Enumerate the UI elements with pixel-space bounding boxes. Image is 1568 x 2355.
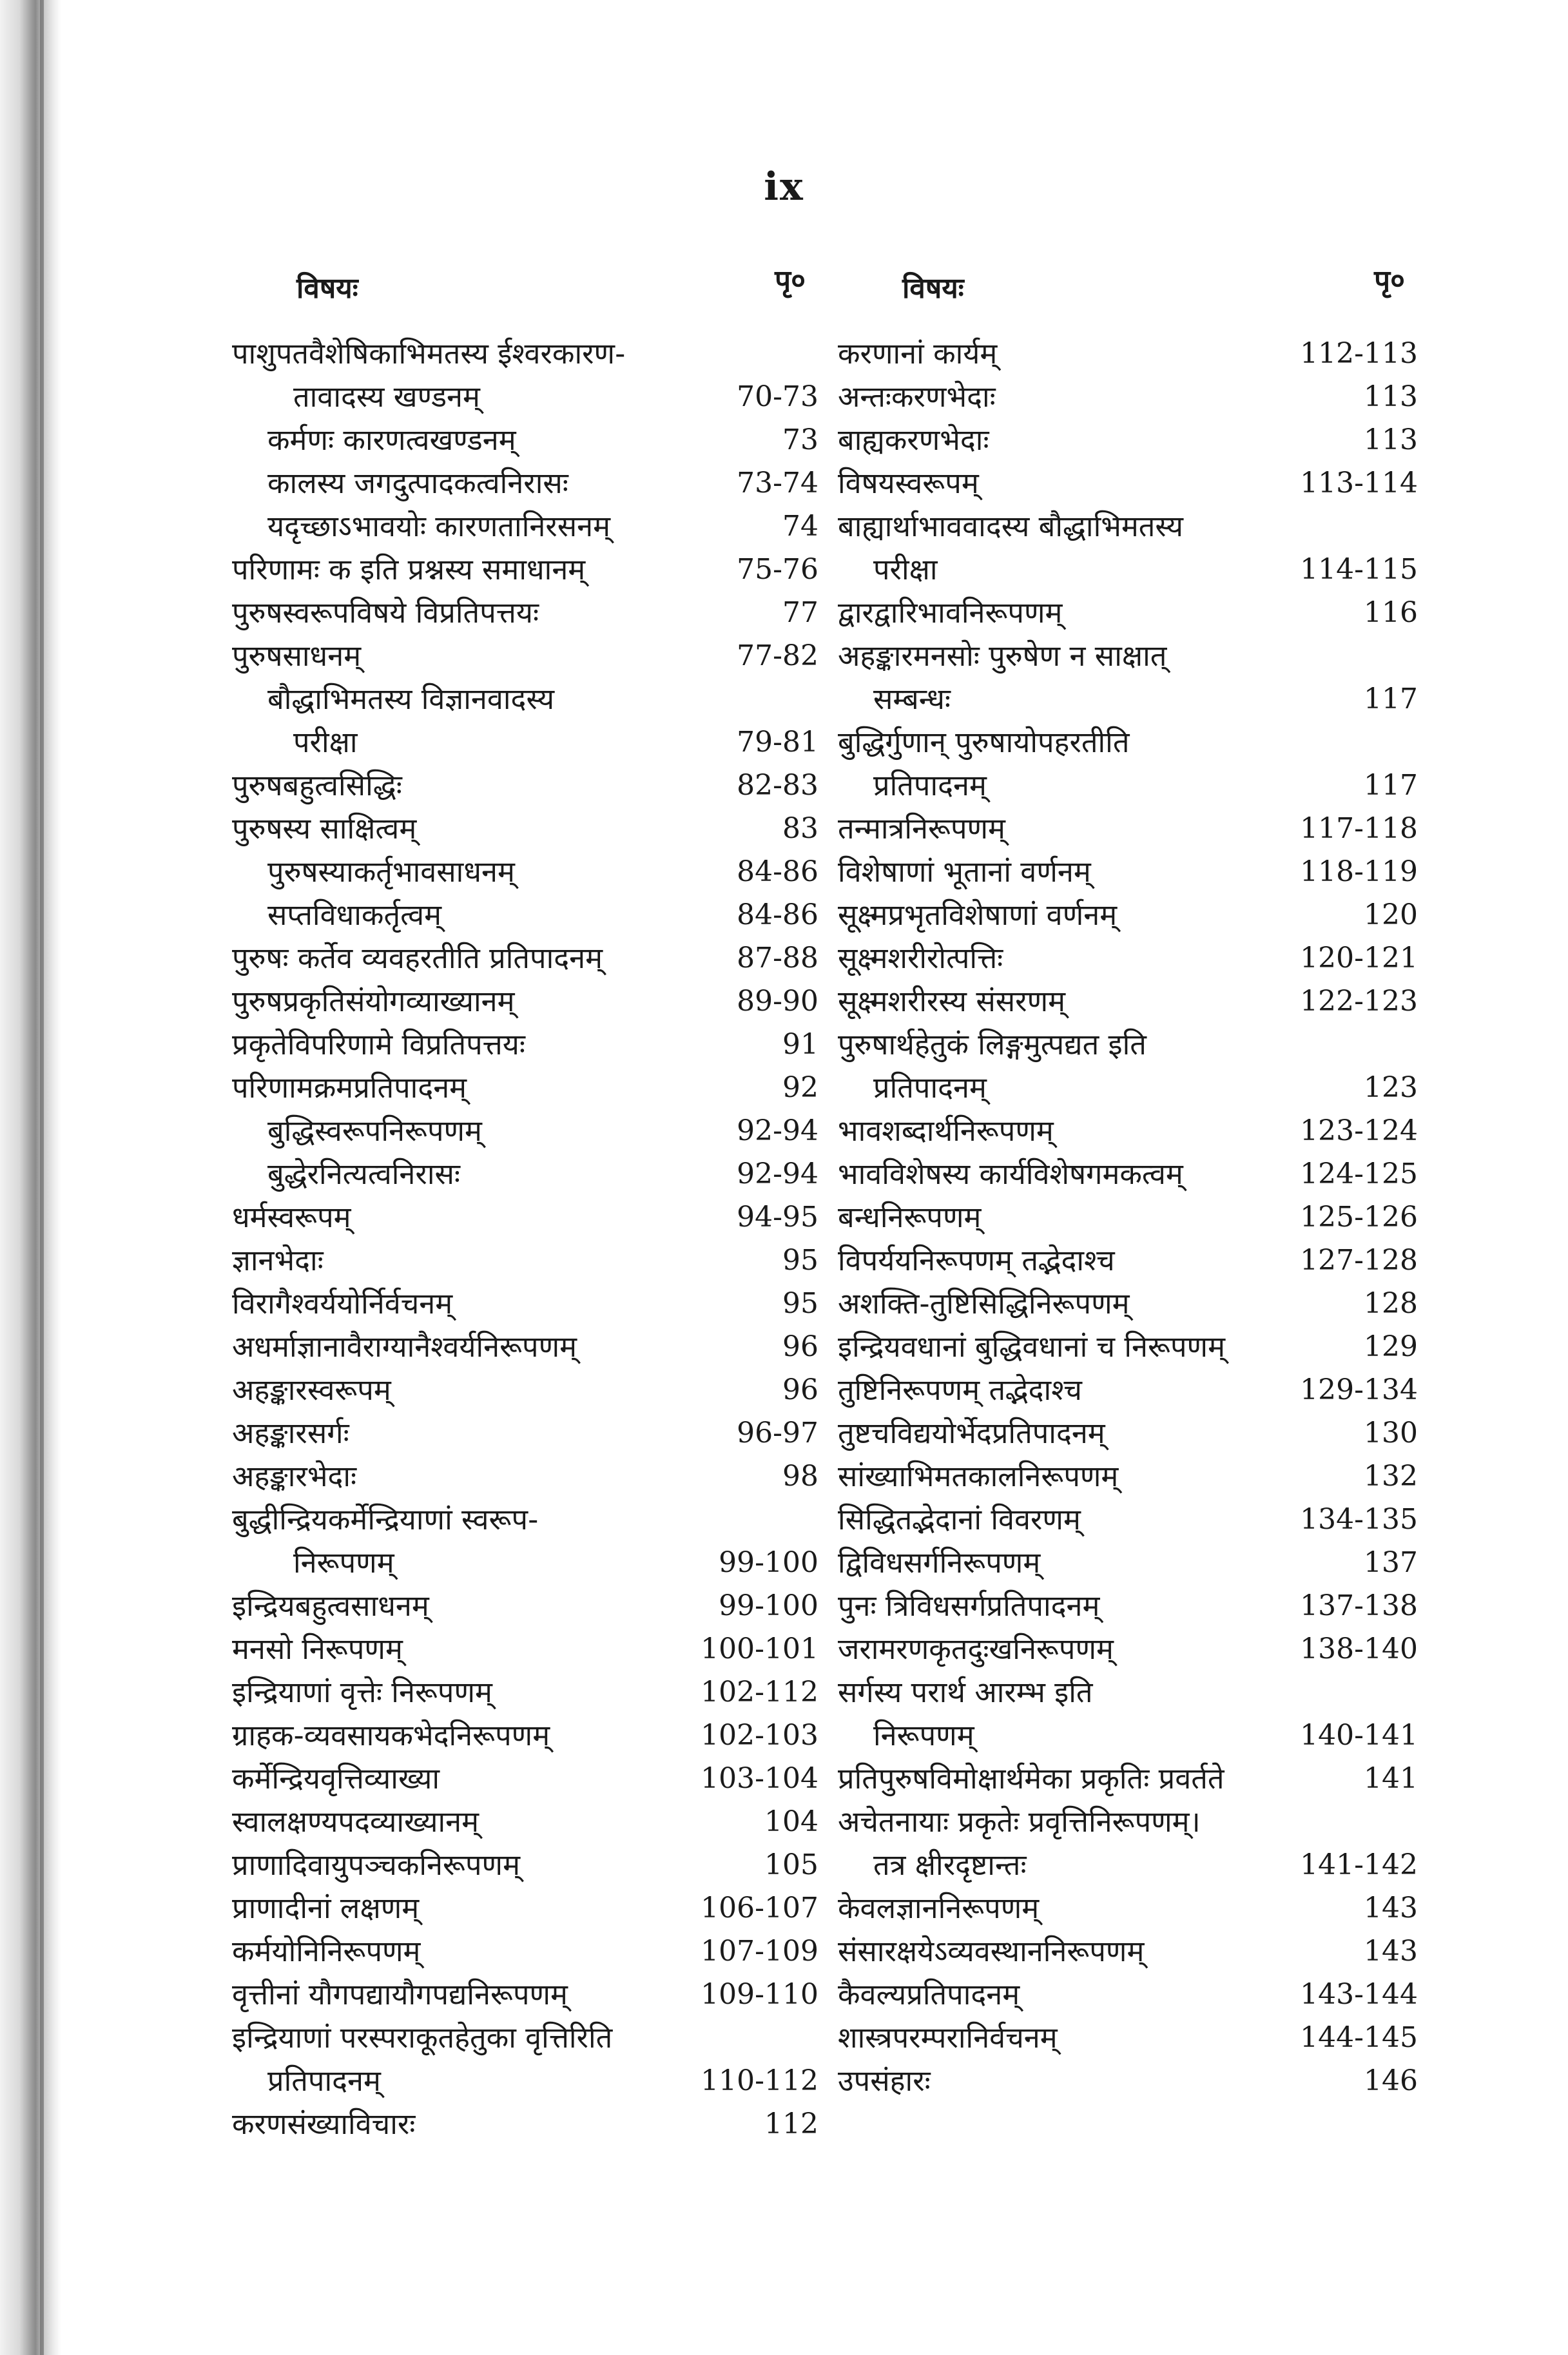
toc-entry-title: विशेषाणां भूतानां वर्णनम् <box>838 855 1091 889</box>
toc-entry <box>838 1196 1418 1239</box>
toc-entry <box>232 1325 818 1368</box>
toc-entry <box>838 1973 1418 2016</box>
toc-entry-title: ग्राहक-व्यवसायकभेदनिरूपणम् <box>232 1718 550 1752</box>
toc-entry-page: 79-81 <box>737 726 818 759</box>
toc-entry-title: अचेतनायाः प्रकृतेः प्रवृत्तिनिरूपणम्। <box>838 1805 1201 1839</box>
toc-entry <box>232 980 818 1023</box>
toc-entry <box>838 1714 1418 1757</box>
toc-entry-page: 120-121 <box>1300 942 1418 974</box>
toc-entry-page: 143 <box>1364 1935 1418 1968</box>
toc-entry-page: 143 <box>1364 1892 1418 1924</box>
toc-entry <box>838 764 1418 807</box>
toc-entry-page: 83 <box>782 812 818 845</box>
toc-entry <box>838 850 1418 893</box>
toc-entry-page: 87-88 <box>737 942 818 974</box>
toc-right-column <box>838 255 1418 2102</box>
toc-entry-page: 70-73 <box>737 380 818 413</box>
toc-entry-page: 113 <box>1364 380 1418 413</box>
toc-entry <box>232 1196 818 1239</box>
toc-entry-title: द्वारद्वारिभावनिरूपणम् <box>838 596 1063 630</box>
toc-entry-title: शास्त्रपरम्परानिर्वचनम् <box>838 2021 1058 2055</box>
toc-entry-page: 107-109 <box>701 1935 818 1968</box>
toc-entry-title: केवलज्ञाननिरूपणम् <box>838 1891 1040 1925</box>
toc-entry-title: कालस्य जगदुत्पादकत्वनिरासः <box>267 466 568 500</box>
toc-entry-title: धर्मस्वरूपम् <box>232 1200 351 1234</box>
toc-entry-title: निरूपणम् <box>293 1546 394 1580</box>
toc-entry <box>838 1282 1418 1325</box>
toc-entry-page: 73-74 <box>737 467 818 499</box>
toc-entry-page: 112 <box>764 2108 818 2140</box>
toc-entry-title: प्राणादिवायुपञ्चकनिरूपणम् <box>232 1848 520 1882</box>
toc-entry-page: 130 <box>1364 1417 1418 1449</box>
toc-entry <box>232 1671 818 1714</box>
toc-entry-title: सर्गस्य परार्थ आरम्भ इति <box>838 1675 1093 1709</box>
toc-entry-page: 94-95 <box>737 1201 818 1234</box>
toc-entry-title: पुरुषस्वरूपविषये विप्रतिपत्तयः <box>232 596 539 630</box>
toc-entry-page: 104 <box>764 1805 818 1838</box>
toc-entry <box>838 1757 1418 1800</box>
toc-entry-page: 122-123 <box>1300 985 1418 1018</box>
toc-entry-title: प्रतिपादनम् <box>873 768 987 802</box>
toc-entry-title: बाह्यार्थाभाववादस्य बौद्धाभिमतस्य <box>838 509 1184 543</box>
toc-entry <box>838 1498 1418 1541</box>
toc-entry-page: 141-142 <box>1300 1848 1418 1881</box>
toc-entry-page: 123-124 <box>1300 1114 1418 1147</box>
toc-entry-title: मनसो निरूपणम् <box>232 1632 403 1666</box>
toc-entry-page: 134-135 <box>1300 1503 1418 1536</box>
toc-entry-title: अन्तःकरणभेदाः <box>838 380 996 414</box>
toc-entry <box>232 1239 818 1282</box>
toc-entry-title: जरामरणकृतदुःखनिरूपणम् <box>838 1632 1114 1666</box>
toc-entry-page: 100-101 <box>701 1633 818 1665</box>
toc-entry <box>838 548 1418 591</box>
toc-entry <box>232 1800 818 1843</box>
toc-entry-page: 84-86 <box>737 898 818 931</box>
toc-entry <box>232 461 818 505</box>
toc-entry <box>232 677 818 721</box>
toc-entry-title: सांख्याभिमतकालनिरूपणम् <box>838 1459 1119 1493</box>
right-subject-heading: विषयः <box>902 272 964 305</box>
page-number: ix <box>764 164 804 209</box>
toc-entry-title: भावशब्दार्थनिरूपणम् <box>838 1114 1054 1148</box>
toc-entry-title: प्रकृतेविपरिणामे विप्रतिपत्तयः <box>232 1027 525 1061</box>
toc-entry-title: इन्द्रियाणां वृत्तेः निरूपणम् <box>232 1675 492 1709</box>
toc-entry-page: 124-125 <box>1300 1158 1418 1190</box>
toc-entry-page: 82-83 <box>737 769 818 802</box>
toc-entry-page: 92-94 <box>737 1158 818 1190</box>
toc-entry <box>838 634 1418 677</box>
toc-entry <box>232 1584 818 1627</box>
toc-entry-page: 102-103 <box>701 1719 818 1752</box>
toc-entry-page: 73 <box>782 423 818 456</box>
toc-entry <box>838 1066 1418 1109</box>
toc-entry-title: भावविशेषस्य कार्यविशेषगमकत्वम् <box>838 1157 1183 1191</box>
toc-entry-title: प्रतिपुरुषविमोक्षार्थमेका प्रकृतिः प्रवर्तते <box>838 1761 1224 1796</box>
toc-entry <box>232 936 818 980</box>
toc-entry-page: 141 <box>1364 1762 1418 1795</box>
toc-entry-page: 112-113 <box>1300 337 1418 370</box>
toc-entry <box>838 1325 1418 1368</box>
toc-entry-title: सप्तविधाकर्तृत्वम् <box>267 898 442 932</box>
book-binding-shadow <box>0 0 61 2355</box>
left-subject-heading: विषयः <box>296 272 358 305</box>
toc-entry <box>838 1930 1418 1973</box>
toc-entry-title: बुद्धिस्वरूपनिरूपणम् <box>267 1114 482 1148</box>
toc-entry-title: उपसंहारः <box>838 2064 931 2098</box>
toc-entry-title: तुष्टचविद्ययोर्भेदप्रतिपादनम् <box>838 1416 1105 1450</box>
toc-entry-page: 129 <box>1364 1330 1418 1363</box>
toc-entry <box>838 980 1418 1023</box>
toc-entry-page: 95 <box>782 1287 818 1320</box>
toc-entry <box>838 721 1418 764</box>
toc-entry-title: सम्बन्धः <box>873 682 951 716</box>
toc-entry-page: 125-126 <box>1300 1201 1418 1234</box>
toc-entry-page: 110-112 <box>701 2064 818 2097</box>
toc-entry <box>232 634 818 677</box>
toc-entry-title: तत्र क्षीरदृष्टान्तः <box>873 1848 1027 1882</box>
toc-entry-page: 98 <box>782 1460 818 1493</box>
toc-entry-page: 113-114 <box>1300 467 1418 499</box>
toc-entry-page: 118-119 <box>1300 855 1418 888</box>
toc-entry <box>838 2059 1418 2102</box>
toc-entry-page: 120 <box>1364 898 1418 931</box>
toc-entry <box>232 418 818 461</box>
toc-entry <box>232 2102 818 2146</box>
toc-entry <box>232 591 818 634</box>
toc-entry <box>232 1152 818 1196</box>
toc-entry <box>838 505 1418 548</box>
toc-entry-page: 91 <box>782 1028 818 1061</box>
toc-entry-page: 74 <box>782 510 818 543</box>
left-page-heading: पृ० <box>775 264 806 297</box>
toc-entry <box>838 1843 1418 1886</box>
toc-entry <box>838 1152 1418 1196</box>
toc-entry <box>838 807 1418 850</box>
toc-entry-page: 129-134 <box>1300 1373 1418 1406</box>
toc-entry-page: 77 <box>782 596 818 629</box>
toc-entry-page: 146 <box>1364 2064 1418 2097</box>
toc-entry <box>232 721 818 764</box>
toc-entry-title: प्राणादीनां लक्षणम् <box>232 1891 420 1925</box>
toc-entry <box>838 1109 1418 1152</box>
toc-entry-title: परिणामः क इति प्रश्नस्य समाधानम् <box>232 552 586 586</box>
toc-entry-title: परीक्षा <box>293 725 358 759</box>
toc-entry-title: बन्धनिरूपणम् <box>838 1200 982 1234</box>
toc-entry-title: पुरुषबहुत्वसिद्धिः <box>232 768 402 802</box>
toc-entry-title: प्रतिपादनम् <box>267 2064 381 2098</box>
toc-entry <box>838 418 1418 461</box>
toc-entry-title: विपर्ययनिरूपणम् तद्भेदाश्च <box>838 1243 1115 1277</box>
toc-entry-title: विषयस्वरूपम् <box>838 466 979 500</box>
toc-entry-title: अशक्ति-तुष्टिसिद्धिनिरूपणम् <box>838 1286 1130 1321</box>
toc-entry-title: सूक्ष्मशरीरोत्पत्तिः <box>838 941 1003 975</box>
toc-entry-title: स्वालक्षण्यपदव्याख्यानम् <box>232 1805 479 1839</box>
toc-entry-title: बौद्धाभिमतस्य विज्ञानवादस्य <box>267 682 555 716</box>
toc-entry-title: अहङ्कारस्वरूपम् <box>232 1373 391 1407</box>
toc-entry-page: 92 <box>782 1071 818 1104</box>
toc-entry-page: 99-100 <box>719 1589 818 1622</box>
toc-entry <box>232 2016 818 2059</box>
toc-entry <box>838 461 1418 505</box>
toc-entry <box>838 1886 1418 1930</box>
toc-entry <box>232 2059 818 2102</box>
toc-entry-title: तुष्टिनिरूपणम् तद्भेदाश्च <box>838 1373 1082 1407</box>
toc-entry-page: 116 <box>1364 596 1418 629</box>
toc-entry-page: 132 <box>1364 1460 1418 1493</box>
right-toc-list <box>838 332 1418 2102</box>
toc-entry-title: यदृच्छाऽभावयोः कारणतानिरसनम् <box>267 509 611 543</box>
toc-entry-title: ज्ञानभेदाः <box>232 1243 324 1277</box>
left-column-header <box>232 255 818 332</box>
toc-entry-title: बुद्धीन्द्रियकर्मेन्द्रियाणां स्वरूप- <box>232 1502 539 1536</box>
toc-entry-title: पुनः त्रिविधसर्गप्रतिपादनम् <box>838 1589 1100 1623</box>
toc-entry <box>232 548 818 591</box>
toc-entry-title: पुरुषस्य साक्षित्वम् <box>232 811 417 846</box>
right-page-heading: पृ० <box>1374 264 1405 297</box>
toc-entry <box>232 1930 818 1973</box>
toc-entry-title: अहङ्कारमनसोः पुरुषेण न साक्षात् <box>838 639 1167 673</box>
toc-entry-title: तन्मात्रनिरूपणम् <box>838 811 1005 846</box>
toc-entry <box>838 1411 1418 1455</box>
toc-entry-title: कर्मेन्द्रियवृत्तिव्याख्या <box>232 1761 440 1796</box>
toc-entry-page: 106-107 <box>701 1892 818 1924</box>
toc-entry-page: 143-144 <box>1300 1978 1418 2011</box>
toc-entry-page: 127-128 <box>1300 1244 1418 1277</box>
toc-entry <box>232 1498 818 1541</box>
toc-entry-title: पुरुषसाधनम् <box>232 639 362 673</box>
toc-entry-page: 95 <box>782 1244 818 1277</box>
toc-entry <box>838 2016 1418 2059</box>
toc-entry-title: पुरुषार्थहेतुकं लिङ्गमुत्पद्यत इति <box>838 1027 1147 1061</box>
toc-entry-page: 138-140 <box>1300 1633 1418 1665</box>
toc-entry-title: करणसंख्याविचारः <box>232 2107 416 2141</box>
toc-entry <box>232 764 818 807</box>
toc-entry <box>232 1066 818 1109</box>
toc-entry-title: कर्मणः कारणत्वखण्डनम् <box>267 423 516 457</box>
toc-entry-page: 117-118 <box>1300 812 1418 845</box>
toc-entry <box>838 375 1418 418</box>
toc-entry-title: पुरुषस्याकर्तृभावसाधनम् <box>267 855 515 889</box>
toc-entry-page: 102-112 <box>701 1676 818 1709</box>
toc-entry <box>232 1757 818 1800</box>
toc-entry-title: पुरुषः कर्तेव व्यवहरतीति प्रतिपादनम् <box>232 941 603 975</box>
toc-entry-title: करणानां कार्यम् <box>838 336 998 371</box>
right-column-header <box>838 255 1418 332</box>
toc-entry <box>232 1973 818 2016</box>
toc-entry-title: कर्मयोनिनिरूपणम् <box>232 1934 421 1968</box>
toc-entry-page: 92-94 <box>737 1114 818 1147</box>
toc-entry <box>838 1800 1418 1843</box>
toc-entry <box>838 1627 1418 1671</box>
toc-entry <box>232 1455 818 1498</box>
toc-entry <box>232 1714 818 1757</box>
toc-entry-page: 96-97 <box>737 1417 818 1449</box>
toc-entry-page: 77-82 <box>737 639 818 672</box>
toc-entry <box>232 1541 818 1584</box>
toc-entry <box>232 1368 818 1411</box>
toc-entry-page: 96 <box>782 1330 818 1363</box>
toc-entry <box>838 1368 1418 1411</box>
toc-entry <box>232 375 818 418</box>
toc-entry-page: 105 <box>764 1848 818 1881</box>
left-toc-list <box>232 332 818 2146</box>
toc-entry-title: बुद्धिर्गुणान् पुरुषायोपहरतीति <box>838 725 1130 759</box>
toc-entry-page: 123 <box>1364 1071 1418 1104</box>
toc-entry <box>838 936 1418 980</box>
toc-entry-page: 137-138 <box>1300 1589 1418 1622</box>
toc-entry-title: पाशुपतवैशेषिकाभिमतस्य ईश्वरकारण- <box>232 336 626 371</box>
toc-entry-page: 140-141 <box>1300 1719 1418 1752</box>
toc-entry <box>232 1109 818 1152</box>
toc-entry-title: बाह्यकरणभेदाः <box>838 423 989 457</box>
toc-entry <box>232 1411 818 1455</box>
toc-left-column <box>232 255 818 2146</box>
toc-entry-title: निरूपणम् <box>873 1718 974 1752</box>
toc-entry-title: बुद्धेरनित्यत्वनिरासः <box>267 1157 460 1191</box>
toc-entry-page: 114-115 <box>1300 553 1418 586</box>
toc-entry <box>838 1455 1418 1498</box>
toc-entry <box>838 677 1418 721</box>
toc-entry <box>232 1843 818 1886</box>
toc-entry <box>232 850 818 893</box>
toc-entry-title: इन्द्रियाणां परस्पराकूतहेतुका वृत्तिरिति <box>232 2021 613 2055</box>
toc-entry-title: अहङ्कारभेदाः <box>232 1459 357 1493</box>
toc-entry-page: 117 <box>1364 683 1418 715</box>
toc-entry <box>838 591 1418 634</box>
toc-entry-title: परीक्षा <box>873 552 938 586</box>
toc-entry-title: अहङ्कारसर्गः <box>232 1416 349 1450</box>
toc-entry-page: 99-100 <box>719 1546 818 1579</box>
toc-entry-page: 113 <box>1364 423 1418 456</box>
toc-entry <box>838 1023 1418 1066</box>
toc-entry-page: 89-90 <box>737 985 818 1018</box>
toc-entry <box>838 1239 1418 1282</box>
toc-entry-title: सूक्ष्मशरीरस्य संसरणम् <box>838 984 1066 1018</box>
toc-entry <box>232 1886 818 1930</box>
toc-entry <box>838 1584 1418 1627</box>
toc-entry-title: वृत्तीनां यौगपद्यायौगपद्यनिरूपणम् <box>232 1977 568 2011</box>
toc-entry <box>838 1541 1418 1584</box>
toc-entry <box>232 807 818 850</box>
toc-entry-title: कैवल्यप्रतिपादनम् <box>838 1977 1020 2011</box>
toc-entry-page: 96 <box>782 1373 818 1406</box>
toc-entry <box>232 332 818 375</box>
toc-entry-title: सूक्ष्मप्रभृतविशेषाणां वर्णनम् <box>838 898 1118 932</box>
toc-entry-page: 117 <box>1364 769 1418 802</box>
toc-entry-title: सिद्धितद्भेदानां विवरणम् <box>838 1502 1081 1536</box>
toc-entry-title: तावादस्य खण्डनम् <box>293 380 480 414</box>
toc-entry-title: द्विविधसर्गनिरूपणम् <box>838 1546 1041 1580</box>
binding-spine-line <box>40 0 44 2355</box>
toc-entry-title: इन्द्रियवधानां बुद्धिवधानां च निरूपणम् <box>838 1330 1226 1364</box>
toc-entry-title: संसारक्षयेऽव्यवस्थाननिरूपणम् <box>838 1934 1145 1968</box>
toc-entry-page: 75-76 <box>737 553 818 586</box>
toc-entry <box>232 893 818 936</box>
toc-entry <box>232 1282 818 1325</box>
toc-entry-title: पुरुषप्रकृतिसंयोगव्याख्यानम् <box>232 984 515 1018</box>
toc-entry <box>838 893 1418 936</box>
toc-entry <box>838 332 1418 375</box>
toc-entry-title: अधर्माज्ञानावैराग्यानैश्वर्यनिरूपणम् <box>232 1330 577 1364</box>
toc-entry-title: प्रतिपादनम् <box>873 1071 987 1105</box>
toc-entry <box>232 1627 818 1671</box>
toc-entry-title: विरागैश्वर्ययोर्निर्वचनम् <box>232 1286 453 1321</box>
toc-entry-title: परिणामक्रमप्रतिपादनम् <box>232 1071 467 1105</box>
toc-entry-page: 144-145 <box>1300 2021 1418 2054</box>
toc-entry-page: 84-86 <box>737 855 818 888</box>
toc-entry-title: इन्द्रियबहुत्वसाधनम् <box>232 1589 429 1623</box>
toc-entry-page: 137 <box>1364 1546 1418 1579</box>
toc-entry <box>838 1671 1418 1714</box>
toc-entry-page: 109-110 <box>701 1978 818 2011</box>
toc-entry <box>232 505 818 548</box>
toc-entry <box>232 1023 818 1066</box>
toc-entry-page: 128 <box>1364 1287 1418 1320</box>
toc-entry-page: 103-104 <box>701 1762 818 1795</box>
